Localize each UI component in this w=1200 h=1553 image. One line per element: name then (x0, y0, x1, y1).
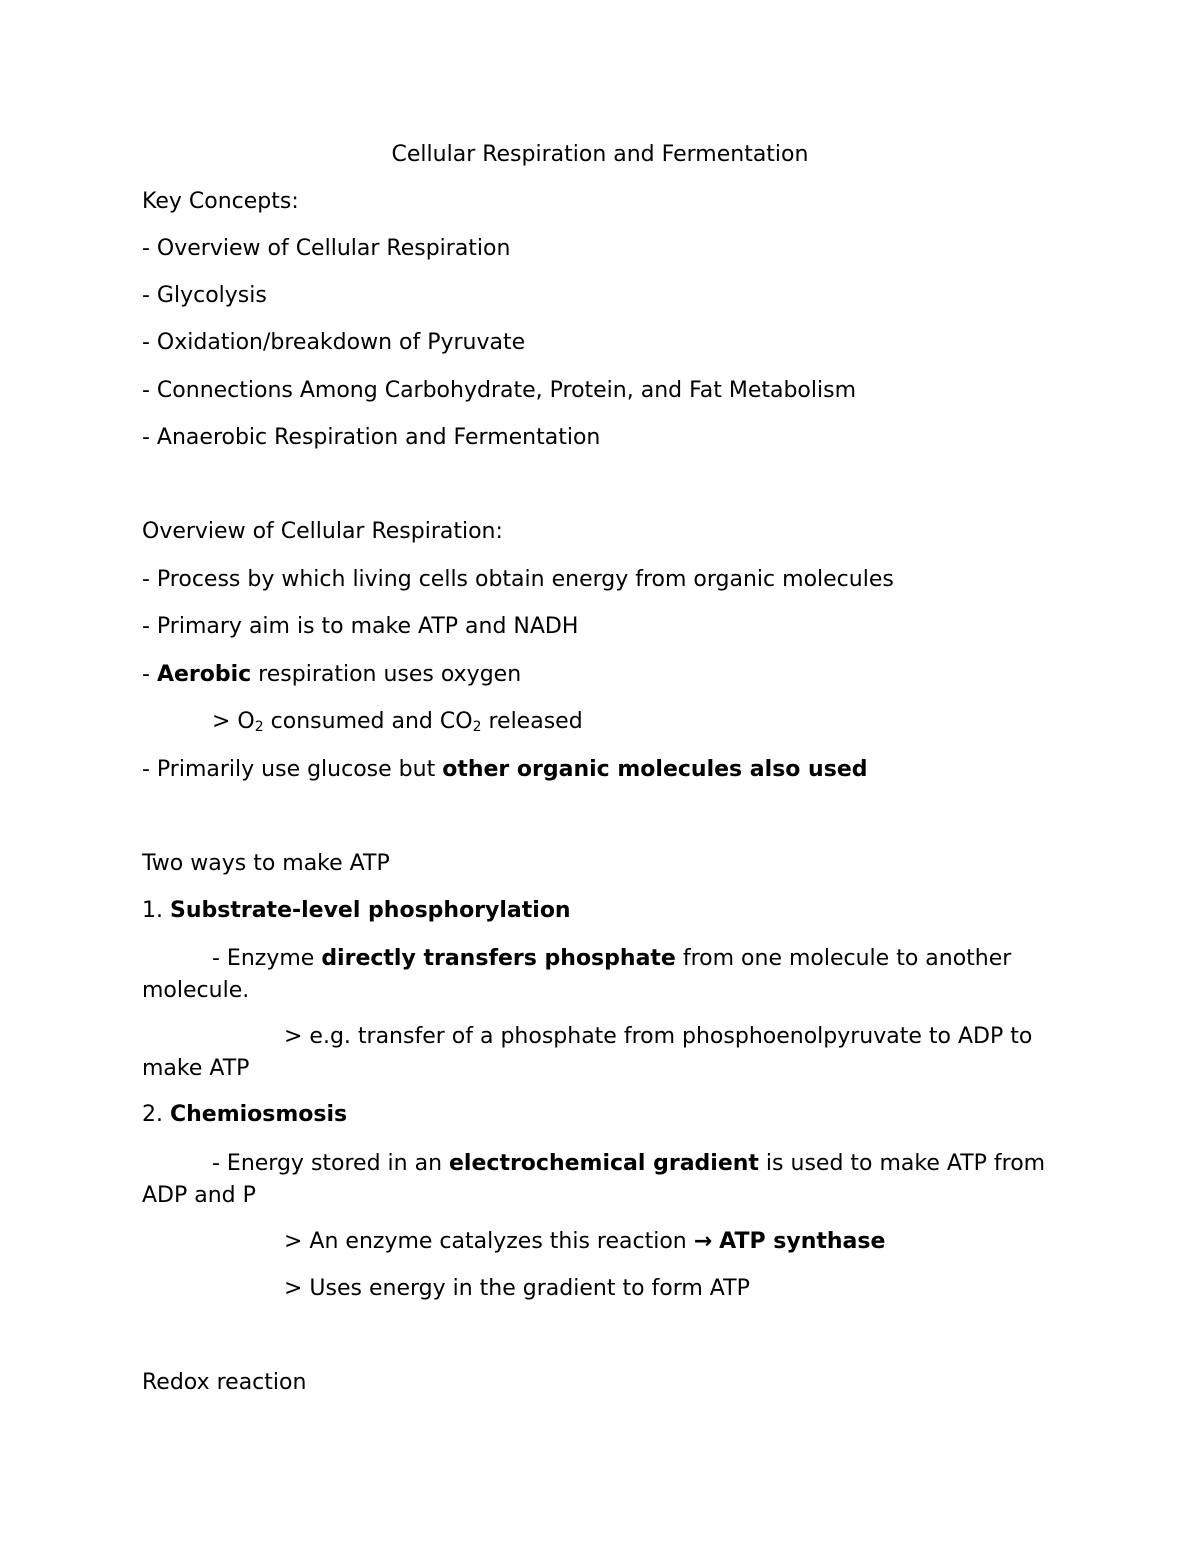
text-run: is used to make ATP from ADP and P (142, 1151, 1046, 1208)
overview-heading: Overview of Cellular Respiration: (142, 519, 503, 544)
text-run: > An enzyme catalyzes this reaction (284, 1229, 694, 1254)
overview-subitem-gases (212, 707, 583, 737)
text-run: from one molecule to another molecule. (142, 946, 1012, 1003)
key-concept-item: - Glycolysis (142, 283, 267, 308)
key-concept-item: - Anaerobic Respiration and Fermentation (142, 425, 601, 450)
method-2-description (142, 1148, 1072, 1212)
overview-item-aerobic (142, 660, 521, 690)
text-run: - Enzyme (212, 946, 322, 971)
right-arrow-icon: → (693, 1229, 713, 1254)
method-1-description (142, 943, 1072, 1007)
overview-item: - Process by which living cells obtain energy from organic molecules (142, 567, 894, 592)
document-title: Cellular Respiration and Fermentation (391, 142, 809, 167)
key-concept-item: - Connections Among Carbohydrate, Protein, and Fat Metabolism (142, 378, 857, 403)
redox-heading: Redox reaction (142, 1370, 307, 1395)
method-1-example: > e.g. transfer of a phosphate from phosphoenolpyruvate to ADP to make ATP (142, 1024, 1033, 1081)
overview-item-glucose (142, 755, 868, 785)
key-concepts-heading: Key Concepts: (142, 189, 299, 214)
list-number: 1. (142, 898, 170, 923)
subscript: 2 (472, 719, 482, 735)
text-run: released (481, 709, 583, 734)
text-run: consumed and CO (263, 709, 473, 734)
subscript: 2 (254, 719, 264, 735)
overview-item: - Primary aim is to make ATP and NADH (142, 614, 579, 639)
bullet-prefix: - (142, 662, 157, 687)
text-run: - Primarily use glucose but (142, 757, 443, 782)
key-concept-item: - Oxidation/breakdown of Pyruvate (142, 330, 526, 355)
bold-term: other organic molecules also used (442, 757, 868, 782)
method-2-subitem-energy: > Uses energy in the gradient to form ATP (284, 1276, 750, 1301)
method-2-subitem-enzyme (284, 1227, 885, 1257)
method-1-title (142, 896, 571, 926)
method-2-title (142, 1100, 347, 1130)
bold-term: directly transfers phosphate (321, 946, 676, 971)
bold-term: Chemiosmosis (169, 1102, 348, 1127)
bold-term: ATP synthase (719, 1229, 886, 1254)
text-run: respiration uses oxygen (251, 662, 522, 687)
bold-term: Substrate-level phosphorylation (169, 898, 571, 923)
bold-term: electrochemical gradient (449, 1151, 759, 1176)
bold-term: Aerobic (156, 662, 252, 687)
key-concept-item: - Overview of Cellular Respiration (142, 236, 511, 261)
list-number: 2. (142, 1102, 170, 1127)
text-run: > O (212, 709, 255, 734)
atp-heading: Two ways to make ATP (142, 851, 390, 876)
text-run: - Energy stored in an (212, 1151, 450, 1176)
